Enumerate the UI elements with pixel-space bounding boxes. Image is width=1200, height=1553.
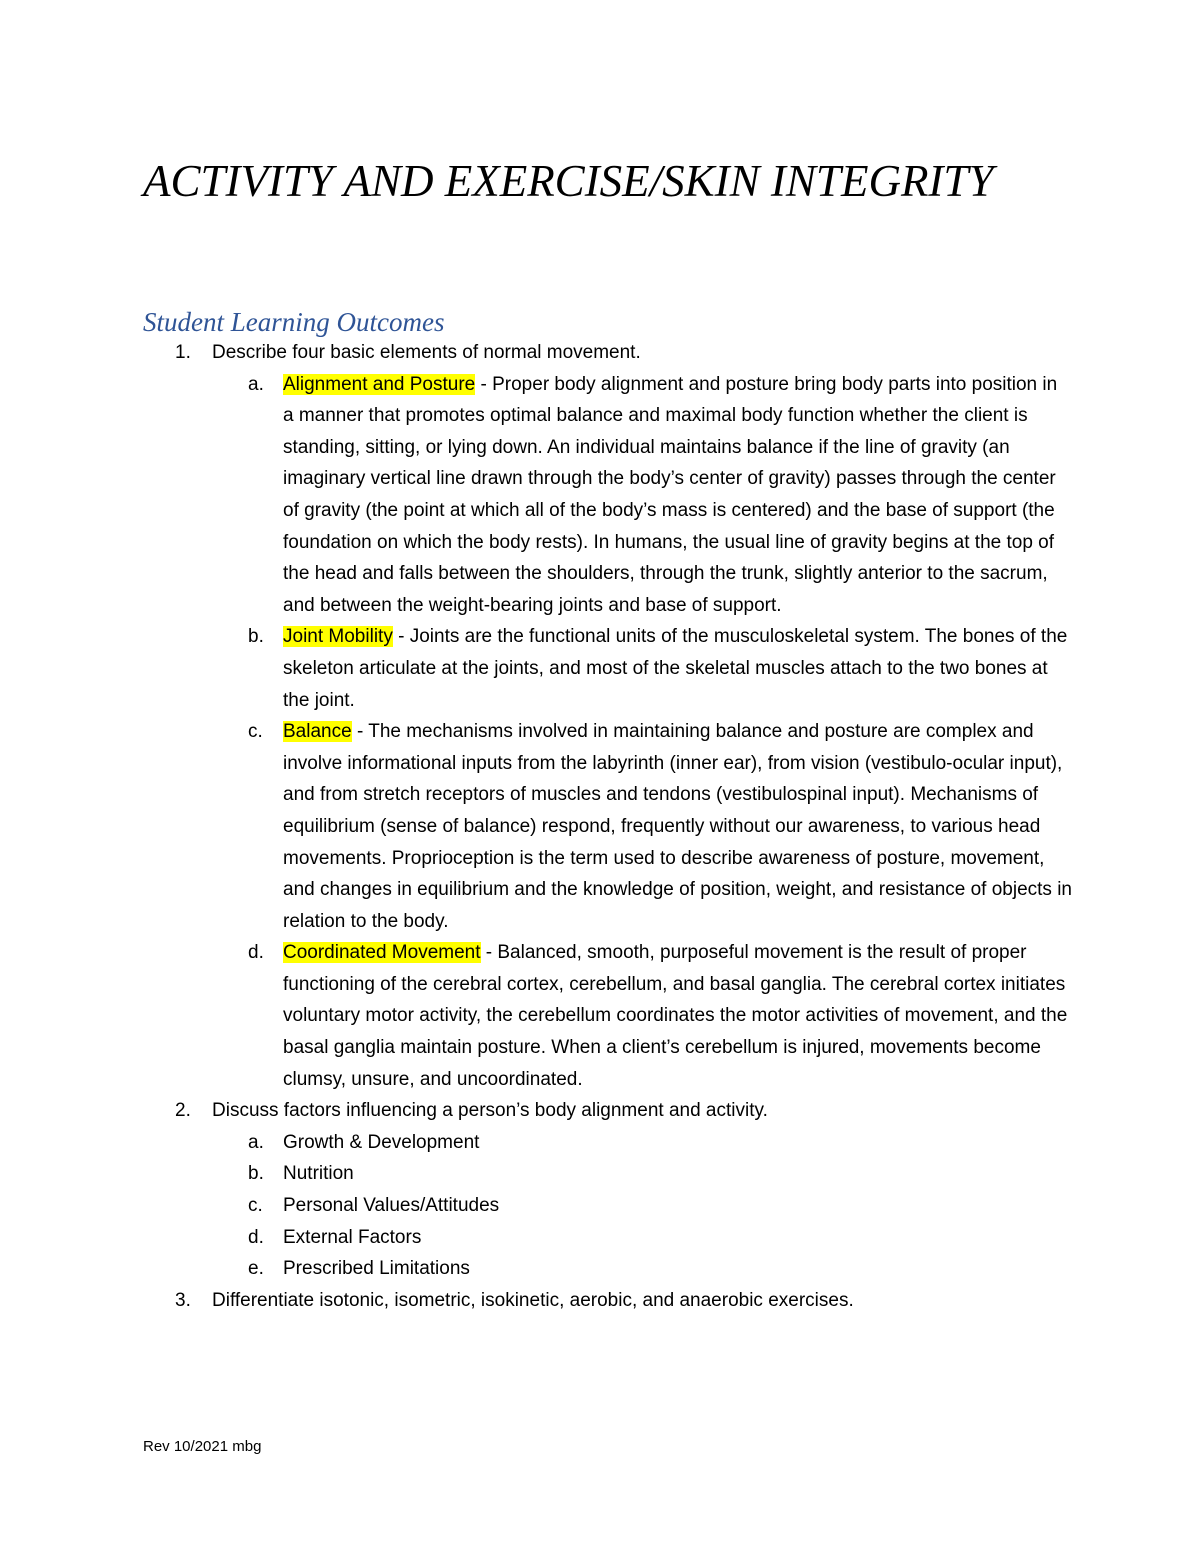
sub-item-external-factors (0, 1222, 1200, 1254)
outcome-text: Differentiate isotonic, isometric, isokinetic, aerobic, and anaerobic exercises. (212, 1289, 854, 1311)
outcome-number: 3. (175, 1289, 191, 1311)
sub-item-text (283, 369, 1073, 622)
sub-item-text: Growth & Development (283, 1131, 480, 1153)
highlighted-term: Joint Mobility (283, 626, 393, 648)
sub-item-letter: e. (248, 1258, 264, 1280)
sub-item-text (283, 716, 1073, 937)
section-heading: Student Learning Outcomes (143, 307, 445, 337)
outcome-item-3 (0, 1285, 1200, 1317)
sub-item-letter: d. (248, 942, 264, 964)
sub-item-letter: c. (248, 721, 263, 743)
sub-item-description: - Balanced, smooth, purposeful movement is the result of proper functioning of the cerebral cortex, cerebellum, and basal ganglia. The cerebral cortex initiates voluntary motor activity, the cerebellum coordinates the motor activities of movement, and the basal ganglia maintain posture. When a client’s cerebellum is injured, movements become clumsy, unsure, and uncoordinated. (283, 942, 1068, 1090)
sub-item-prescribed-limitations (0, 1253, 1200, 1285)
sub-item-joint-mobility (0, 621, 1200, 716)
outcomes-list (0, 337, 1200, 1316)
sub-item-text: Prescribed Limitations (283, 1258, 470, 1280)
sub-item-text (283, 621, 1073, 716)
sub-item-letter: a. (248, 373, 264, 395)
sub-item-letter: d. (248, 1226, 264, 1248)
sub-item-description: - Joints are the functional units of the musculoskeletal system. The bones of the skeleton articulate at the joints, and most of the skeletal muscles attach to the two bones at the joint. (283, 626, 1068, 711)
sub-item-balance (0, 716, 1200, 937)
page-footer: Rev 10/2021 mbg (143, 1438, 262, 1455)
page-title: ACTIVITY AND EXERCISE/SKIN INTEGRITY (143, 156, 994, 206)
sub-item-alignment (0, 369, 1200, 622)
sub-item-text: Personal Values/Attitudes (283, 1195, 500, 1217)
outcome-number: 2. (175, 1100, 191, 1122)
sub-item-coordinated-movement (0, 937, 1200, 1095)
sub-item-letter: b. (248, 626, 264, 648)
outcome-text: Describe four basic elements of normal movement. (212, 342, 641, 363)
sub-item-letter: a. (248, 1131, 264, 1153)
outcome-item-2 (0, 1095, 1200, 1127)
outcome-text: Discuss factors influencing a person’s body alignment and activity. (212, 1100, 768, 1122)
outcome-item-1 (0, 337, 1200, 369)
highlighted-term: Balance (283, 721, 352, 743)
highlighted-term: Coordinated Movement (283, 942, 481, 964)
sub-item-letter: c. (248, 1195, 263, 1217)
sub-item-nutrition (0, 1158, 1200, 1190)
sub-item-text (283, 937, 1073, 1095)
sub-item-values (0, 1190, 1200, 1222)
highlighted-term: Alignment and Posture (283, 373, 476, 395)
sub-item-letter: b. (248, 1163, 264, 1185)
sub-item-description: - Proper body alignment and posture bring body parts into position in a manner that promotes optimal balance and maximal body function whether the client is standing, sitting, or lying down. An individual maintains balance if the line of gravity (an imaginary vertical line drawn through the body’s center of gravity) passes through the center of gravity (the point at which all of the body’s mass is centered) and the base of support (the foundation on which the body rests). In humans, the usual line of gravity begins at the top of the head and falls between the shoulders, through the trunk, slightly anterior to the sacrum, and between the weight-bearing joints and base of support. (283, 373, 1058, 616)
sub-item-text: Nutrition (283, 1163, 354, 1185)
outcome-number: 1. (175, 342, 191, 363)
sub-item-growth (0, 1127, 1200, 1159)
sub-item-text: External Factors (283, 1226, 422, 1248)
sub-item-description: - The mechanisms involved in maintaining balance and posture are complex and involve informational inputs from the labyrinth (inner ear), from vision (vestibulo-ocular input), and from stretch receptors of muscles and tendons (vestibulospinal input). Mechanisms of equilibrium (sense of balance) respond, frequently without our awareness, to various head movements. Proprioception is the term used to describe awareness of posture, movement, and changes in equilibrium and the knowledge of position, weight, and resistance of objects in relation to the body. (283, 721, 1073, 932)
